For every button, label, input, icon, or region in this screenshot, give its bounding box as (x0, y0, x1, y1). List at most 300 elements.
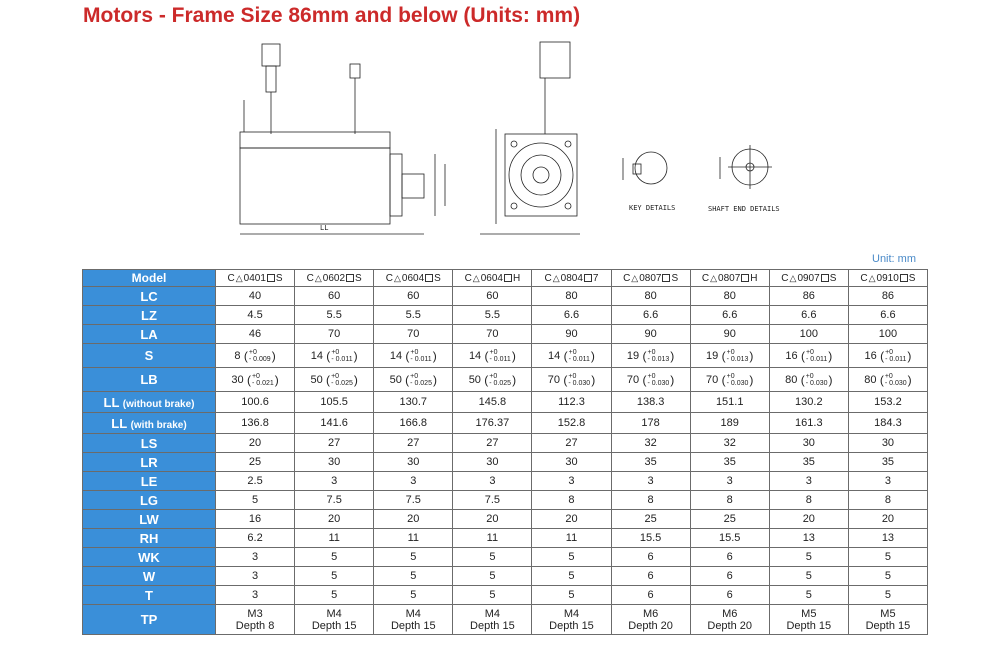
table-cell: 5 (848, 586, 927, 605)
tolerance-upper: +0 (251, 372, 260, 380)
model-prefix: C (860, 272, 868, 284)
shaft-end-details-label: SHAFT END DETAILS (708, 205, 780, 213)
open-paren: ( (560, 372, 568, 387)
close-paren: ) (590, 348, 595, 363)
triangle-icon: △ (472, 272, 480, 283)
table-cell: 30 (295, 453, 374, 472)
model-header: Model (83, 270, 216, 287)
table-cell: 90 (690, 325, 769, 344)
triangle-icon: △ (552, 272, 560, 283)
table-row (83, 453, 928, 472)
table-cell: 20 (848, 510, 927, 529)
model-code: 0604 (401, 272, 425, 284)
table-cell: 35 (611, 453, 690, 472)
table-cell: 189 (690, 413, 769, 434)
table-row (83, 287, 928, 306)
table-cell (374, 344, 453, 368)
row-label-text: W (142, 568, 156, 584)
tolerance-lower: - 0.011 (489, 355, 511, 363)
table-cell: 100 (848, 325, 927, 344)
table-cell: 70 (453, 325, 532, 344)
table-row (83, 491, 928, 510)
table-row (83, 548, 928, 567)
table-cell: 6 (690, 548, 769, 567)
table-cell: 6 (690, 586, 769, 605)
thread-depth: Depth 15 (786, 619, 832, 632)
tolerance-upper: +0 (568, 372, 577, 380)
nominal-value: 70 (547, 373, 561, 386)
table-cell: 32 (690, 434, 769, 453)
nominal-value: 8 (234, 349, 241, 362)
row-sublabel: (with brake) (130, 419, 187, 431)
row-label (83, 453, 216, 472)
placeholder-box-icon (821, 274, 829, 282)
tolerance-upper: +0 (248, 348, 257, 356)
row-label (83, 605, 216, 635)
open-paren: ( (797, 348, 805, 363)
close-paren: ) (511, 348, 516, 363)
tolerance-upper: +0 (805, 372, 814, 380)
row-label (83, 529, 216, 548)
row-label-text: WK (138, 549, 160, 565)
table-cell (216, 605, 295, 635)
close-paren: ) (749, 372, 754, 387)
nominal-value: 70 (626, 373, 640, 386)
triangle-icon: △ (314, 272, 322, 283)
placeholder-box-icon (662, 274, 670, 282)
table-body (83, 287, 928, 635)
shaft-end-details-drawing (700, 139, 800, 214)
table-cell: 30 (532, 453, 611, 472)
table-cell: 8 (848, 491, 927, 510)
table-cell: 6 (611, 548, 690, 567)
row-label (83, 472, 216, 491)
row-label (83, 586, 216, 605)
open-paren: ( (560, 348, 568, 363)
table-cell: 35 (769, 453, 848, 472)
row-label (83, 306, 216, 325)
thread-depth: Depth 20 (707, 619, 753, 632)
tolerance (410, 373, 432, 387)
table-cell: 5 (295, 548, 374, 567)
row-label (83, 392, 216, 413)
table-cell: 11 (453, 529, 532, 548)
open-paren: ( (718, 372, 726, 387)
thread-depth: Depth 8 (235, 619, 275, 632)
tolerance-upper: +0 (647, 348, 656, 356)
table-cell: 5 (374, 567, 453, 586)
thread-size: M3 (247, 607, 263, 620)
table-cell: 6.6 (532, 306, 611, 325)
table-cell (295, 344, 374, 368)
tolerance (410, 349, 431, 363)
close-paren: ) (432, 348, 437, 363)
tolerance-lower: - 0.011 (410, 355, 432, 363)
table-cell: 3 (453, 472, 532, 491)
table-cell: 20 (769, 510, 848, 529)
table-row (83, 325, 928, 344)
table-cell: 46 (216, 325, 295, 344)
tolerance-lower: - 0.025 (331, 379, 353, 387)
model-code: 0807 (718, 272, 741, 284)
table-cell: 8 (611, 491, 690, 510)
tolerance-upper: +0 (410, 348, 419, 356)
table-cell: 141.6 (295, 413, 374, 434)
tolerance (648, 373, 670, 387)
table-cell: 3 (216, 586, 295, 605)
nominal-value: 50 (389, 373, 402, 386)
table-cell: 130.2 (769, 392, 848, 413)
tolerance (331, 349, 352, 363)
table-cell: 70 (295, 325, 374, 344)
table-cell: 184.3 (848, 413, 927, 434)
table-cell: 80 (611, 287, 690, 306)
nominal-value: 16 (864, 349, 877, 362)
table-cell: 13 (769, 529, 848, 548)
table-cell: 5 (532, 548, 611, 567)
table-cell: 60 (374, 287, 453, 306)
tolerance (490, 349, 511, 363)
table-cell (690, 605, 769, 635)
table-cell: 161.3 (769, 413, 848, 434)
table-cell: 80 (690, 287, 769, 306)
placeholder-box-icon (741, 274, 749, 282)
triangle-icon: △ (235, 272, 243, 283)
model-suffix: H (512, 272, 521, 284)
table-row (83, 586, 928, 605)
table-cell: 145.8 (453, 392, 532, 413)
thread-depth: Depth 15 (549, 619, 594, 632)
tolerance-upper: +0 (568, 348, 577, 356)
tolerance-upper: +0 (331, 348, 340, 356)
table-cell (848, 605, 927, 635)
model-prefix: C (464, 272, 472, 284)
table-cell: 4.5 (216, 306, 295, 325)
ll-dimension-label: LL (320, 224, 329, 232)
close-paren: ) (274, 372, 279, 387)
table-cell: 5 (374, 586, 453, 605)
row-label-text: LZ (141, 307, 157, 323)
table-cell: 100 (769, 325, 848, 344)
open-paren: ( (639, 372, 647, 387)
row-label-text: LR (140, 454, 158, 470)
nominal-value: 19 (626, 349, 640, 362)
row-label-text: LE (140, 473, 158, 489)
thread-size: M6 (642, 607, 659, 620)
model-suffix: S (275, 272, 283, 284)
thread-size: M6 (722, 607, 738, 620)
table-cell: 6 (611, 567, 690, 586)
table-cell (690, 368, 769, 392)
row-label (83, 510, 216, 529)
tolerance (569, 349, 590, 363)
model-column-header (532, 270, 611, 287)
tolerance (885, 349, 906, 363)
tolerance-upper: +0 (647, 372, 656, 380)
table-cell (769, 344, 848, 368)
table-cell: 5 (769, 586, 848, 605)
table-cell: 11 (532, 529, 611, 548)
open-paren: ( (322, 372, 331, 387)
tolerance-upper: +0 (885, 348, 894, 356)
table-cell (611, 368, 690, 392)
open-paren: ( (480, 372, 489, 387)
model-code: 0401 (243, 272, 266, 284)
table-cell: 20 (532, 510, 611, 529)
row-label (83, 368, 216, 392)
table-cell (453, 344, 532, 368)
table-cell: 153.2 (848, 392, 927, 413)
table-cell: 3 (374, 472, 453, 491)
tolerance-lower: - 0.021 (251, 379, 274, 387)
tolerance-lower: - 0.030 (568, 379, 591, 387)
row-label-text: LL (111, 415, 127, 431)
table-cell: 5 (848, 567, 927, 586)
table-cell (453, 368, 532, 392)
model-suffix: S (671, 272, 679, 284)
table-cell: 6.6 (611, 306, 690, 325)
open-paren: ( (876, 372, 884, 387)
model-prefix: C (701, 272, 710, 284)
thread-depth: Depth 15 (311, 619, 357, 632)
row-label-text: LC (140, 288, 158, 304)
table-cell (295, 605, 374, 635)
thread-depth: Depth 15 (470, 619, 515, 632)
table-cell (769, 605, 848, 635)
table-cell: 80 (532, 287, 611, 306)
tolerance (568, 373, 590, 387)
tolerance-lower: - 0.030 (805, 379, 828, 387)
table-cell: 7.5 (374, 491, 453, 510)
placeholder-box-icon (584, 274, 592, 282)
thread-size: M4 (484, 607, 501, 620)
table-cell: 30 (374, 453, 453, 472)
table-cell: 2.5 (216, 472, 295, 491)
table-cell: 20 (295, 510, 374, 529)
table-cell (453, 605, 532, 635)
table-row (83, 368, 928, 392)
table-cell: 60 (453, 287, 532, 306)
close-paren: ) (907, 372, 912, 387)
close-paren: ) (670, 348, 675, 363)
table-cell (532, 344, 611, 368)
tolerance (648, 349, 670, 363)
thread-depth: Depth 15 (390, 619, 436, 632)
table-cell: 11 (374, 529, 453, 548)
model-prefix: C (385, 272, 393, 284)
model-prefix: C (623, 272, 631, 284)
open-paren: ( (639, 348, 647, 363)
model-column-header (769, 270, 848, 287)
triangle-icon: △ (868, 272, 876, 283)
row-label-text: LB (140, 372, 158, 387)
model-column-header (216, 270, 295, 287)
open-paren: ( (718, 348, 726, 363)
table-cell: 5 (769, 567, 848, 586)
table-cell: 5 (295, 586, 374, 605)
table-row (83, 434, 928, 453)
placeholder-box-icon (425, 274, 433, 282)
tolerance-lower: - 0.011 (568, 355, 590, 363)
table-cell: 6.6 (769, 306, 848, 325)
model-suffix: 7 (592, 272, 599, 284)
motor-front-view-drawing (470, 34, 610, 244)
thread-size: M5 (801, 607, 817, 620)
open-paren: ( (240, 348, 248, 363)
table-cell: 15.5 (611, 529, 690, 548)
row-label (83, 287, 216, 306)
nominal-value: 30 (231, 373, 244, 386)
open-paren: ( (797, 372, 805, 387)
tolerance-upper: +0 (489, 372, 498, 380)
table-cell (848, 368, 927, 392)
table-cell: 6 (690, 567, 769, 586)
placeholder-box-icon (504, 274, 512, 282)
tolerance-lower: - 0.011 (885, 355, 907, 363)
model-prefix: C (227, 272, 235, 284)
open-paren: ( (401, 372, 410, 387)
model-code: 0604 (480, 272, 503, 284)
model-column-header (690, 270, 769, 287)
row-sublabel: (without brake) (122, 398, 195, 410)
close-paren: ) (828, 348, 833, 363)
table-cell: 20 (216, 434, 295, 453)
table-cell: 8 (769, 491, 848, 510)
table-cell (690, 344, 769, 368)
tolerance-lower: - 0.011 (805, 355, 828, 363)
model-column-header (611, 270, 690, 287)
thread-depth: Depth 15 (865, 619, 911, 632)
tolerance-lower: - 0.030 (647, 379, 670, 387)
row-label (83, 491, 216, 510)
table-cell: 5.5 (295, 306, 374, 325)
nominal-value: 14 (548, 349, 561, 362)
table-cell: 3 (295, 472, 374, 491)
table-cell: 100.6 (216, 392, 295, 413)
model-prefix: C (781, 272, 789, 284)
close-paren: ) (353, 372, 358, 387)
table-cell: 30 (848, 434, 927, 453)
table-cell: 5 (532, 567, 611, 586)
table-cell: 5.5 (453, 306, 532, 325)
table-row (83, 567, 928, 586)
table-cell (532, 368, 611, 392)
tolerance (727, 349, 749, 363)
triangle-icon: △ (710, 272, 718, 283)
nominal-value: 50 (310, 373, 323, 386)
table-cell: 5 (453, 548, 532, 567)
row-label (83, 413, 216, 434)
table-cell (295, 368, 374, 392)
table-row (83, 413, 928, 434)
table-cell: 20 (453, 510, 532, 529)
row-label-text: LL (103, 394, 120, 410)
model-prefix: C (306, 272, 314, 284)
model-suffix: S (434, 272, 441, 284)
table-row (83, 529, 928, 548)
row-label-text: LA (140, 326, 158, 342)
table-cell: 6 (611, 586, 690, 605)
tolerance-upper: +0 (331, 372, 340, 380)
open-paren: ( (243, 372, 251, 387)
table-cell (216, 344, 295, 368)
table-cell: 136.8 (216, 413, 295, 434)
table-cell: 35 (848, 453, 927, 472)
thread-size: M5 (880, 607, 896, 620)
table-cell: 27 (453, 434, 532, 453)
thread-size: M4 (326, 607, 342, 620)
row-label-text: LW (139, 511, 159, 527)
units-note: Unit: mm (872, 253, 916, 265)
nominal-value: 19 (706, 349, 719, 362)
table-cell: 152.8 (532, 413, 611, 434)
table-cell: 5 (453, 586, 532, 605)
table-cell (216, 368, 295, 392)
tolerance-lower: - 0.009 (248, 355, 271, 363)
close-paren: ) (353, 348, 358, 363)
table-cell: 3 (216, 567, 295, 586)
table-cell: 6.6 (690, 306, 769, 325)
model-column-header (295, 270, 374, 287)
motor-side-view-drawing (230, 34, 470, 244)
tolerance (806, 373, 828, 387)
table-cell (532, 605, 611, 635)
tolerance-lower: - 0.025 (489, 379, 512, 387)
row-label-text: LG (139, 492, 159, 508)
table-cell (374, 368, 453, 392)
tolerance-upper: +0 (726, 372, 735, 380)
triangle-icon: △ (631, 272, 639, 283)
table-cell: 15.5 (690, 529, 769, 548)
table-cell: 3 (848, 472, 927, 491)
table-cell: 5 (374, 548, 453, 567)
key-details-drawing (615, 144, 695, 214)
tolerance-upper: +0 (410, 372, 419, 380)
table-cell: 178 (611, 413, 690, 434)
row-label (83, 344, 216, 368)
table-cell: 86 (848, 287, 927, 306)
table-cell: 3 (769, 472, 848, 491)
table-row (83, 306, 928, 325)
table-cell: 3 (611, 472, 690, 491)
nominal-value: 14 (310, 349, 323, 362)
model-code: 0807 (639, 272, 662, 284)
table-row (83, 510, 928, 529)
close-paren: ) (670, 372, 675, 387)
table-cell: 5 (216, 491, 295, 510)
nominal-value: 70 (706, 373, 719, 386)
table-cell: 25 (216, 453, 295, 472)
table-cell: 25 (690, 510, 769, 529)
model-code: 0910 (876, 272, 899, 284)
model-suffix: S (908, 272, 916, 284)
table-cell: 138.3 (611, 392, 690, 413)
table-cell: 3 (532, 472, 611, 491)
open-paren: ( (402, 348, 410, 363)
table-row (83, 472, 928, 491)
table-cell: 70 (374, 325, 453, 344)
tolerance-upper: +0 (489, 348, 498, 356)
table-cell (769, 368, 848, 392)
row-label-text: T (145, 587, 153, 603)
row-label-text: RH (139, 530, 159, 546)
table-cell: 90 (532, 325, 611, 344)
model-suffix: S (355, 272, 362, 284)
table-cell: 8 (690, 491, 769, 510)
table-cell: 25 (611, 510, 690, 529)
table-cell: 35 (690, 453, 769, 472)
row-label-text: LS (140, 435, 158, 451)
